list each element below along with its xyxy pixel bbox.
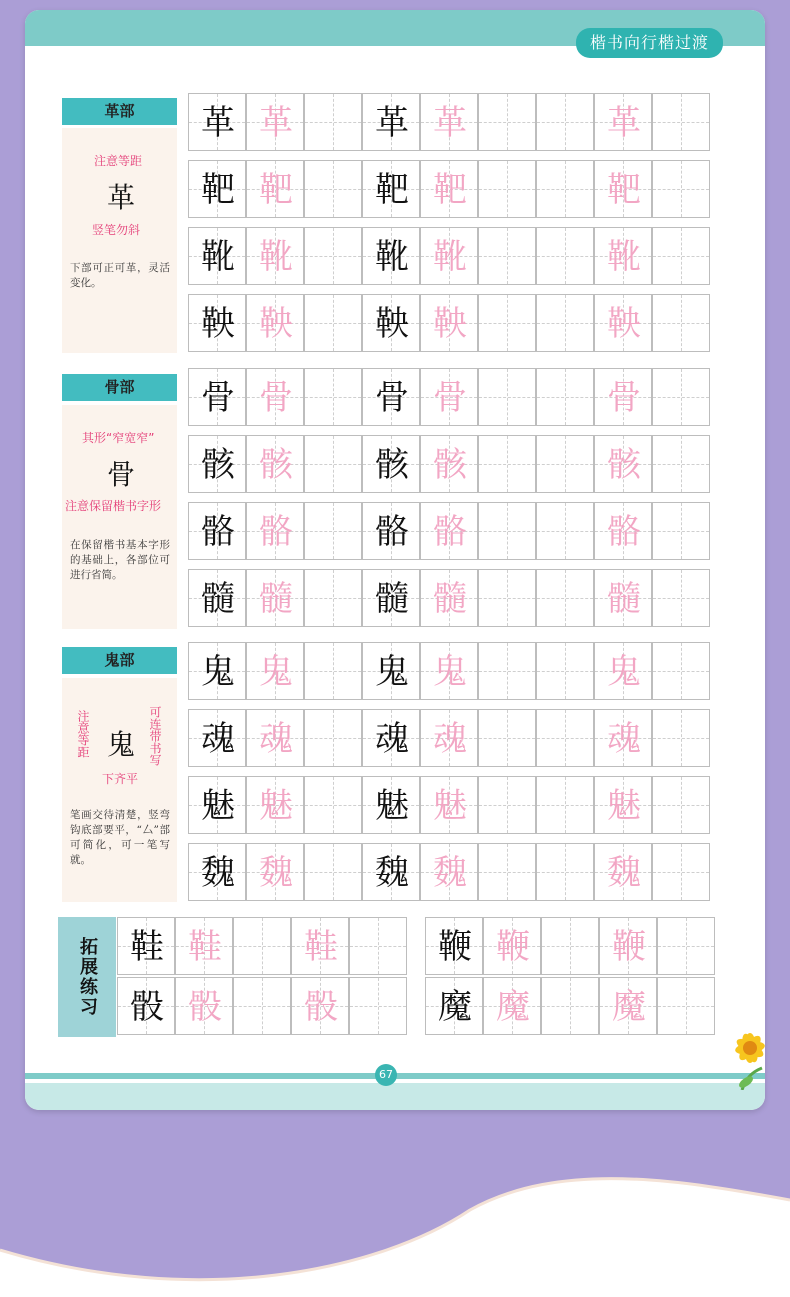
extension-cell[interactable] <box>291 977 349 1035</box>
model-char: 靴 <box>375 237 409 277</box>
trace-char: 魏 <box>607 853 641 893</box>
grid-cell[interactable] <box>304 569 362 627</box>
trace-char: 魏 <box>259 853 293 893</box>
model-char: 魂 <box>201 719 235 759</box>
grid-cell[interactable] <box>188 502 246 560</box>
grid-cell[interactable] <box>420 368 478 426</box>
section-note-panel <box>62 128 177 353</box>
section-description: 下部可正可革，灵活变化。 <box>70 262 170 289</box>
grid-cell[interactable] <box>652 776 710 834</box>
grid-cell[interactable] <box>362 642 420 700</box>
grid-cell[interactable] <box>188 368 246 426</box>
section-title-ge: 革部 <box>62 98 177 125</box>
model-char: 髓 <box>375 579 409 619</box>
trace-char: 革 <box>259 103 293 143</box>
model-char: 靴 <box>201 237 235 277</box>
trace-char: 骼 <box>607 512 641 552</box>
grid-cell[interactable] <box>478 569 536 627</box>
trace-char: 靶 <box>259 170 293 210</box>
grid-cell[interactable] <box>652 227 710 285</box>
trace-char: 魂 <box>607 719 641 759</box>
grid-cell[interactable] <box>420 843 478 901</box>
model-char: 骨 <box>201 378 235 418</box>
page-number: 67 <box>375 1064 397 1086</box>
grid-cell[interactable] <box>420 160 478 218</box>
trace-char: 靴 <box>607 237 641 277</box>
model-char: 鬼 <box>201 652 235 692</box>
trace-char: 骨 <box>607 378 641 418</box>
grid-cell[interactable] <box>594 502 652 560</box>
trace-char: 魅 <box>259 786 293 826</box>
grid-cell[interactable] <box>188 294 246 352</box>
extension-cell[interactable] <box>117 977 175 1035</box>
grid-cell[interactable] <box>478 93 536 151</box>
note-text: 可连带书写 <box>148 706 162 766</box>
trace-char: 骰 <box>304 987 338 1027</box>
trace-char: 髓 <box>259 579 293 619</box>
grid-cell[interactable] <box>652 435 710 493</box>
grid-cell[interactable] <box>362 776 420 834</box>
trace-char: 鞅 <box>607 304 641 344</box>
grid-cell[interactable] <box>652 294 710 352</box>
section-title-gui: 鬼部 <box>62 647 177 674</box>
extension-cell[interactable] <box>425 977 483 1035</box>
grid-cell[interactable] <box>304 294 362 352</box>
grid-cell[interactable] <box>188 435 246 493</box>
extension-cell[interactable] <box>175 917 233 975</box>
trace-char: 髓 <box>433 579 467 619</box>
model-char: 魔 <box>438 987 472 1027</box>
trace-char: 骼 <box>433 512 467 552</box>
note-text: 竖笔勿斜 <box>92 223 141 237</box>
grid-cell[interactable] <box>594 294 652 352</box>
grid-cell[interactable] <box>304 435 362 493</box>
trace-char: 骸 <box>433 445 467 485</box>
grid-cell[interactable] <box>594 435 652 493</box>
grid-cell[interactable] <box>478 368 536 426</box>
grid-cell[interactable] <box>246 709 304 767</box>
grid-cell[interactable] <box>362 227 420 285</box>
trace-char: 魔 <box>612 987 646 1027</box>
trace-char: 魅 <box>433 786 467 826</box>
grid-cell[interactable] <box>362 294 420 352</box>
extension-cell[interactable] <box>349 977 407 1035</box>
extension-cell[interactable] <box>599 977 657 1035</box>
trace-char: 靶 <box>433 170 467 210</box>
note-text: 下齐平 <box>102 772 139 786</box>
grid-cell[interactable] <box>188 227 246 285</box>
trace-char: 骸 <box>259 445 293 485</box>
grid-cell[interactable] <box>362 435 420 493</box>
grid-cell[interactable] <box>362 502 420 560</box>
extension-cell[interactable] <box>657 917 715 975</box>
grid-cell[interactable] <box>594 368 652 426</box>
flower-icon <box>722 1020 765 1090</box>
trace-char: 魂 <box>259 719 293 759</box>
grid-cell[interactable] <box>652 368 710 426</box>
grid-cell[interactable] <box>536 569 594 627</box>
model-char: 靶 <box>375 170 409 210</box>
grid-cell[interactable] <box>246 93 304 151</box>
model-char: 魅 <box>375 786 409 826</box>
grid-cell[interactable] <box>536 776 594 834</box>
grid-cell[interactable] <box>362 368 420 426</box>
model-char: 骸 <box>201 445 235 485</box>
grid-cell[interactable] <box>594 843 652 901</box>
grid-cell[interactable] <box>246 294 304 352</box>
trace-char: 鞋 <box>304 927 338 967</box>
extension-cell[interactable] <box>175 977 233 1035</box>
model-char: 鬼 <box>375 652 409 692</box>
model-char: 鞭 <box>438 927 472 967</box>
trace-char: 骨 <box>259 378 293 418</box>
grid-cell[interactable] <box>536 227 594 285</box>
grid-cell[interactable] <box>536 709 594 767</box>
grid-cell[interactable] <box>478 435 536 493</box>
grid-cell[interactable] <box>652 642 710 700</box>
model-char: 髓 <box>201 579 235 619</box>
grid-cell[interactable] <box>246 569 304 627</box>
grid-cell[interactable] <box>420 435 478 493</box>
grid-cell[interactable] <box>536 160 594 218</box>
grid-cell[interactable] <box>246 435 304 493</box>
model-char: 骸 <box>375 445 409 485</box>
grid-cell[interactable] <box>304 642 362 700</box>
grid-cell[interactable] <box>594 776 652 834</box>
model-char: 靶 <box>201 170 235 210</box>
grid-cell[interactable] <box>362 93 420 151</box>
grid-cell[interactable] <box>246 776 304 834</box>
grid-cell[interactable] <box>478 843 536 901</box>
trace-char: 靶 <box>607 170 641 210</box>
extension-label: 拓展练习 <box>58 917 116 1037</box>
trace-char: 革 <box>607 103 641 143</box>
grid-cell[interactable] <box>652 93 710 151</box>
grid-cell[interactable] <box>536 843 594 901</box>
grid-cell[interactable] <box>652 502 710 560</box>
grid-cell[interactable] <box>420 502 478 560</box>
section-description: 在保留楷书基本字形的基础上，各部位可进行省简。 <box>70 539 170 581</box>
trace-char: 鞭 <box>496 927 530 967</box>
grid-cell[interactable] <box>246 227 304 285</box>
section-description: 笔画交待清楚，竖弯钩底部要平，“厶”部可简化，可一笔写就。 <box>70 809 170 866</box>
model-char: 魏 <box>201 853 235 893</box>
grid-cell[interactable] <box>536 93 594 151</box>
trace-char: 鞋 <box>188 927 222 967</box>
example-char: 鬼 <box>107 728 136 761</box>
model-char: 魏 <box>375 853 409 893</box>
trace-char: 魅 <box>607 786 641 826</box>
trace-char: 鬼 <box>259 652 293 692</box>
page-title: 楷书向行楷过渡 <box>576 28 723 58</box>
grid-cell[interactable] <box>188 93 246 151</box>
grid-cell[interactable] <box>594 709 652 767</box>
grid-cell[interactable] <box>246 843 304 901</box>
grid-cell[interactable] <box>478 294 536 352</box>
grid-cell[interactable] <box>188 709 246 767</box>
grid-cell[interactable] <box>188 843 246 901</box>
grid-cell[interactable] <box>478 776 536 834</box>
trace-char: 靴 <box>433 237 467 277</box>
extension-cell[interactable] <box>483 917 541 975</box>
trace-char: 骸 <box>607 445 641 485</box>
grid-cell[interactable] <box>362 160 420 218</box>
grid-cell[interactable] <box>362 709 420 767</box>
model-char: 骼 <box>201 512 235 552</box>
background-wave <box>0 1140 790 1297</box>
extension-cell[interactable] <box>657 977 715 1035</box>
trace-char: 革 <box>433 103 467 143</box>
grid-cell[interactable] <box>246 160 304 218</box>
grid-cell[interactable] <box>478 227 536 285</box>
trace-char: 髓 <box>607 579 641 619</box>
grid-cell[interactable] <box>536 502 594 560</box>
workbook-page <box>25 10 765 1110</box>
grid-cell[interactable] <box>246 502 304 560</box>
extension-cell[interactable] <box>349 917 407 975</box>
grid-cell[interactable] <box>594 569 652 627</box>
trace-char: 魏 <box>433 853 467 893</box>
note-text: 注意等距 <box>94 154 143 168</box>
trace-char: 鞅 <box>433 304 467 344</box>
section-note-panel <box>62 405 177 629</box>
grid-cell[interactable] <box>478 642 536 700</box>
grid-cell[interactable] <box>188 160 246 218</box>
grid-cell[interactable] <box>420 642 478 700</box>
grid-cell[interactable] <box>478 502 536 560</box>
extension-cell[interactable] <box>291 917 349 975</box>
model-char: 鞅 <box>375 304 409 344</box>
footer-band-light <box>25 1083 765 1110</box>
grid-cell[interactable] <box>420 776 478 834</box>
grid-cell[interactable] <box>420 569 478 627</box>
extension-cell[interactable] <box>425 917 483 975</box>
grid-cell[interactable] <box>188 776 246 834</box>
extension-cell[interactable] <box>541 977 599 1035</box>
trace-char: 骼 <box>259 512 293 552</box>
grid-cell[interactable] <box>652 709 710 767</box>
grid-cell[interactable] <box>594 160 652 218</box>
model-char: 革 <box>201 103 235 143</box>
grid-cell[interactable] <box>536 368 594 426</box>
trace-char: 魔 <box>496 987 530 1027</box>
extension-cell[interactable] <box>541 917 599 975</box>
grid-cell[interactable] <box>594 93 652 151</box>
model-char: 魅 <box>201 786 235 826</box>
model-char: 骰 <box>130 987 164 1027</box>
trace-char: 鬼 <box>433 652 467 692</box>
grid-cell[interactable] <box>304 93 362 151</box>
grid-cell[interactable] <box>652 160 710 218</box>
model-char: 骨 <box>375 378 409 418</box>
trace-char: 鬼 <box>607 652 641 692</box>
grid-cell[interactable] <box>594 642 652 700</box>
grid-cell[interactable] <box>188 642 246 700</box>
extension-cell[interactable] <box>233 917 291 975</box>
extension-cell[interactable] <box>117 917 175 975</box>
model-char: 鞋 <box>130 927 164 967</box>
model-char: 鞅 <box>201 304 235 344</box>
grid-cell[interactable] <box>478 709 536 767</box>
grid-cell[interactable] <box>594 227 652 285</box>
grid-cell[interactable] <box>188 569 246 627</box>
grid-cell[interactable] <box>420 294 478 352</box>
trace-char: 靴 <box>259 237 293 277</box>
model-char: 魂 <box>375 719 409 759</box>
grid-cell[interactable] <box>246 368 304 426</box>
grid-cell[interactable] <box>478 160 536 218</box>
trace-char: 鞅 <box>259 304 293 344</box>
grid-cell[interactable] <box>362 843 420 901</box>
grid-cell[interactable] <box>304 160 362 218</box>
trace-char: 骨 <box>433 378 467 418</box>
extension-cell[interactable] <box>233 977 291 1035</box>
trace-char: 鞭 <box>612 927 646 967</box>
example-char: 骨 <box>107 458 136 491</box>
grid-cell[interactable] <box>420 709 478 767</box>
grid-cell[interactable] <box>304 502 362 560</box>
extension-cell[interactable] <box>599 917 657 975</box>
section-title-gu: 骨部 <box>62 374 177 401</box>
grid-cell[interactable] <box>304 227 362 285</box>
grid-cell[interactable] <box>304 368 362 426</box>
trace-char: 骰 <box>188 987 222 1027</box>
grid-cell[interactable] <box>304 776 362 834</box>
trace-char: 魂 <box>433 719 467 759</box>
grid-cell[interactable] <box>420 93 478 151</box>
note-text: 注意保留楷书字形 <box>65 499 162 513</box>
section-note-panel <box>62 678 177 902</box>
model-char: 革 <box>375 103 409 143</box>
grid-cell[interactable] <box>536 435 594 493</box>
grid-cell[interactable] <box>420 227 478 285</box>
model-char: 骼 <box>375 512 409 552</box>
grid-cell[interactable] <box>652 843 710 901</box>
extension-cell[interactable] <box>483 977 541 1035</box>
grid-cell[interactable] <box>246 642 304 700</box>
grid-cell[interactable] <box>362 569 420 627</box>
grid-cell[interactable] <box>536 294 594 352</box>
grid-cell[interactable] <box>536 642 594 700</box>
example-char: 革 <box>107 181 136 214</box>
note-text: 其形“窄宽窄” <box>82 431 155 445</box>
grid-cell[interactable] <box>304 709 362 767</box>
grid-cell[interactable] <box>652 569 710 627</box>
grid-cell[interactable] <box>304 843 362 901</box>
note-text: 注意等距 <box>76 710 90 758</box>
